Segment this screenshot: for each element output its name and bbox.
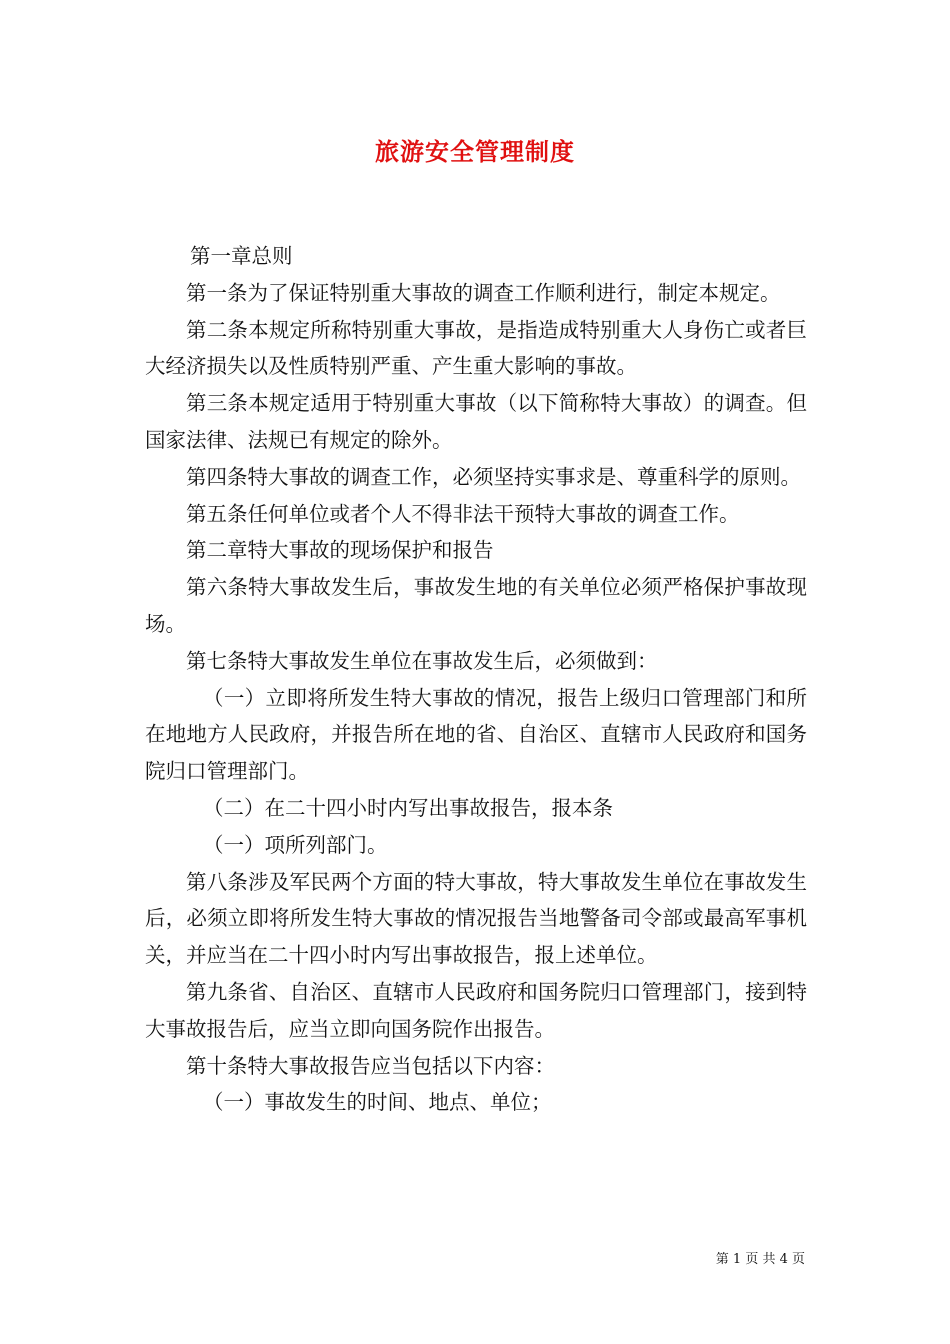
document-body [145,238,807,1121]
article-paragraph: 第九条省、自治区、直辖市人民政府和国务院归口管理部门，接到特大事故报告后，应当立即向国务院作出报告。 [145,979,807,1041]
list-item: （一）事故发生的时间、地点、单位； [203,1090,552,1115]
article-paragraph: 第五条任何单位或者个人不得非法干预特大事故的调查工作。 [186,501,740,526]
article-paragraph: 第十条特大事故报告应当包括以下内容： [186,1053,555,1078]
list-item: （一）项所列部门。 [203,832,388,857]
article-paragraph: 第六条特大事故发生后，事故发生地的有关单位必须严格保护事故现场。 [145,575,807,636]
article-paragraph: 第四条特大事故的调查工作，必须坚持实事求是、尊重科学的原则。 [186,464,801,489]
article-paragraph: 第七条特大事故发生单位在事故发生后，必须做到： [186,648,658,673]
page-number-footer: 第 1 页 共 4 页 [715,1252,805,1267]
article-paragraph: 第三条本规定适用于特别重大事故（以下简称特大事故）的调查。但国家法律、法规已有规定的除外。 [145,391,807,452]
chapter-heading: 第二章特大事故的现场保护和报告 [186,538,494,563]
chapter-heading: 第一章总则 [190,244,293,268]
article-paragraph: 第二条本规定所称特别重大事故，是指造成特别重大人身伤亡或者巨大经济损失以及性质特别严重、产生重大影响的事故。 [145,317,807,379]
article-paragraph: 第一条为了保证特别重大事故的调查工作顺利进行，制定本规定。 [186,280,781,305]
list-item: （二）在二十四小时内写出事故报告，报本条 [203,795,613,820]
document-title: 旅游安全管理制度 [375,137,575,166]
article-paragraph: 第八条涉及军民两个方面的特大事故，特大事故发生单位在事故发生后，必须立即将所发生特大事故的情况报告当地警备司令部或最高军事机关，并应当在二十四小时内写出事故报告，报上述单位。 [145,869,807,968]
list-item: （一）立即将所发生特大事故的情况，报告上级归口管理部门和所在地地方人民政府，并报告所在地的省、自治区、直辖市人民政府和国务院归口管理部门。 [145,685,807,784]
